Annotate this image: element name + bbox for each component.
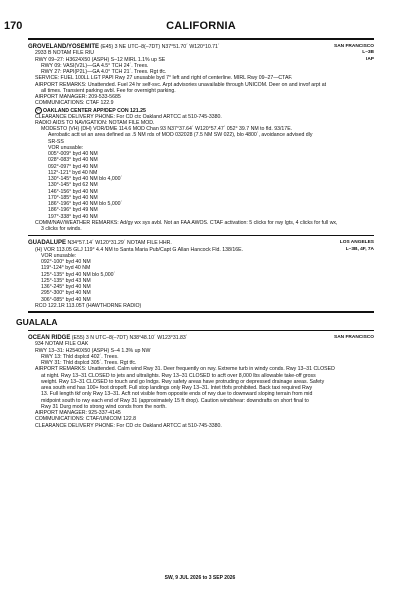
airport-name: GROVELAND/YOSEMITE bbox=[28, 44, 100, 50]
iap-label: IAP bbox=[366, 56, 374, 62]
radar-circle-icon: R bbox=[35, 107, 42, 114]
runway-info: RWY 13–31: H2540X50 (ASPH) S–4 1.3% up NW bbox=[35, 347, 151, 354]
vor-restriction: 170°-185° byd 40 NM bbox=[48, 194, 98, 201]
region-label: SAN FRANCISCO bbox=[334, 335, 374, 341]
comm-nav-remarks: COMM/NAV/WEATHER REMARKS: Ad/gy wx sys avbl. Not an FAA AWOS. CTAF activation: 5 clicks for rwy lgts, 4 clicks for full wx, bbox=[35, 219, 338, 226]
airport-info: (E55) 3 N UTC–8(–7DT) N38°48.10´ W123°31.83´ bbox=[71, 335, 188, 342]
state-title: CALIFORNIA bbox=[166, 20, 236, 32]
comm-nav-remarks-cont: 3 clicks for winds. bbox=[41, 226, 82, 233]
runway-info: RWY 09–27: H3624X50 (ASPH) S–12 MIRL 1.1% up SE bbox=[35, 56, 166, 63]
chart-label: L–3B, 4F, 7A bbox=[345, 246, 374, 252]
vor-restriction: 005°-009° byd 40 NM bbox=[48, 151, 98, 158]
communications: COMMUNICATIONS: CTAF 122.9 bbox=[35, 100, 114, 107]
directory-page bbox=[4, 20, 374, 429]
approach-control: OAKLAND CENTER APP/DEP CON 121.25 bbox=[43, 107, 146, 114]
vor-restriction: 186°-196° byd 40 NM blo 5,000´ bbox=[48, 201, 123, 208]
ocean-ridge-entry bbox=[28, 335, 374, 429]
vor-restriction: 092°-097° byd 40 NM bbox=[48, 163, 98, 170]
runway-end-31: RWY 31: Thld dsplcd 305´. Trees. Rgt tfc. bbox=[41, 360, 137, 367]
airport-remarks-cont: weight. Rwy 13–31 CLOSED to touch and go lndgs. Rwy safety areas have protruding or depressed drainage areas. Safety bbox=[41, 378, 325, 385]
rco-info: RCO 122.1R 113.05T (HAWTHORNE RADIO) bbox=[35, 302, 142, 309]
vor-restriction: 186°-196° byd 49 NM bbox=[48, 207, 98, 214]
vor-restriction: 146°-156° byd 40 NM bbox=[48, 188, 98, 195]
guadalupe-entry bbox=[28, 240, 374, 309]
vor-unusable-label: VOR unusable: bbox=[41, 252, 77, 259]
airport-manager: AIRPORT MANAGER: 925-337-4145 bbox=[35, 410, 121, 417]
region-label: LOS ANGELES bbox=[339, 240, 374, 246]
header-rule bbox=[28, 38, 374, 40]
vor-restriction: 130°-145° byd 40 NM blo 4,000´ bbox=[48, 176, 123, 183]
page-header bbox=[4, 20, 374, 36]
vor-restriction: 125°-135° byd 40 NM blo 5,000´ bbox=[41, 271, 116, 278]
elevation-notam: 934 NOTAM FILE OAK bbox=[35, 341, 89, 348]
airport-remarks-cont: 13. Full length tkf only Rwy 13–31. Acft not visible from opposite ends of rwy due to downward sloping terrain from mid bbox=[41, 391, 313, 398]
vor-dme-info: MODESTO (VH) (DH) VOR/DME 114.6 MOD Chan 93 N37°37.64´ W120°57.47´ 052° 39.7 NM to fld. 93/17E. bbox=[41, 126, 293, 133]
vor-unusable-label: VOR unusable: bbox=[48, 144, 84, 151]
vor-restriction: 295°-300° byd 40 NM bbox=[41, 290, 91, 297]
airport-remarks-cont: Rwy 31 Durg mod to strong wind conds from the north. bbox=[41, 403, 167, 410]
airport-remarks-cont: area south end has 100+ foot dropoff. Full stop landings only Rwy 13–31. Intet tfofs prohibited. Back taxi required Rwy bbox=[41, 385, 313, 392]
airport-remarks-cont: midpoint south to rwy each end of Rwy 31 (approximately 15 ft drop). Caution windshear: downdrafts on short final to bbox=[41, 397, 309, 404]
chart-label: L–3B bbox=[362, 50, 374, 56]
vor-restriction: 112°-121° byd 40 NM bbox=[48, 169, 98, 176]
city-heading: GUALALA bbox=[16, 317, 58, 328]
airport-manager: AIRPORT MANAGER: 209-533-5685 bbox=[35, 94, 121, 100]
navaid-coords: N34°57.14´ W120°31.29´ NOTAM FILE HHR. bbox=[67, 240, 172, 247]
service-line: SERVICE: FUEL 100LL LGT PAPI Rwy 27 unusable byd 7° left and right of centerline. MIRL Rwy 09–27—CTAF. bbox=[35, 75, 293, 82]
vor-restriction: 119°-124° byd 40 NM bbox=[41, 265, 91, 272]
clearance-delivery: CLEARANCE DELIVERY PHONE: For CD ctc Oakland ARTCC at 510-745-3380. bbox=[35, 422, 222, 429]
vor-restriction: 028°-083° byd 40 NM bbox=[48, 157, 98, 164]
aerobatic-note: Aerobatic actt wi an area defined as .5 NM rds of MOD 032028 (7.5 NM SW 022), blo 4800´, avoidance advised dly bbox=[48, 132, 313, 139]
airport-info: (E45) 3 NE UTC–8(–7DT) N37°51.70´ W120°10.71´ bbox=[100, 44, 220, 50]
entry-divider bbox=[28, 235, 374, 236]
region-label: SAN FRANCISCO bbox=[334, 44, 374, 49]
vor-restriction: 092°-100° byd 40 NM bbox=[41, 259, 91, 266]
entry-divider bbox=[28, 330, 374, 331]
aerobatic-note-cont: SR-SS bbox=[48, 138, 64, 145]
vor-info: (H) VOR 113.05 GLJ 119° 4.4 NM to Santa Maria Pub/Capt G Allan Hancock Fld. 138/16E. bbox=[35, 246, 244, 253]
vor-restriction: 136°-245° byd 40 NM bbox=[41, 284, 91, 291]
elevation-notam: 2933 B NOTAM FILE RIU bbox=[35, 50, 94, 57]
vor-restriction: 306°-085° byd 40 NM bbox=[41, 296, 91, 303]
groveland-entry bbox=[28, 44, 374, 232]
airport-name: OCEAN RIDGE bbox=[28, 335, 71, 342]
vor-restriction: 130°-145° byd 62 NM bbox=[48, 182, 98, 189]
vor-restriction: 125°-135° byd 43 NM bbox=[41, 277, 91, 284]
communications: COMMUNICATIONS: CTAF/UNICOM 122.8 bbox=[35, 416, 136, 423]
section-rule bbox=[28, 311, 374, 313]
runway-end-09: RWY 09: VASI(V2L)—GA 4.5° TCH 24´. Trees. bbox=[41, 62, 149, 69]
airport-remarks: AIRPORT REMARKS: Unattended. Calm wind Rwy 31. Deer frequently on rwy. Extreme turb in windy conds. Rwy 13–31 CLOSED bbox=[35, 366, 335, 373]
vor-restriction: 197°-338° byd 40 NM bbox=[48, 213, 98, 220]
runway-end-27: RWY 27: PAPI(P2L)—GA 4.0° TCH 21´. Trees. Rgt tfc. bbox=[41, 69, 167, 75]
airport-remarks: AIRPORT REMARKS: Unattended. Fuel 24 hr self-svc. Arpt advisories unavailable through UNICOM. Deer on and invof arpt at bbox=[35, 81, 327, 88]
navaid-name: GUADALUPE bbox=[28, 240, 67, 247]
clearance-delivery: CLEARANCE DELIVERY PHONE: For CD ctc Oakland ARTCC at 510-745-3380. bbox=[35, 113, 222, 120]
runway-end-13: RWY 13: Thld dsplcd 402´. Trees. bbox=[41, 353, 119, 360]
page-footer: SW, 9 JUL 2026 to 3 SEP 2026 bbox=[164, 575, 236, 581]
airport-remarks-cont: at night. Rwy 13–31 CLOSED to jets and ultralights. Rwy 13–31 CLOSED to acft over 8,000 lbs allowable take-off gross bbox=[41, 372, 316, 379]
airport-remarks-cont: all times. Transient parking avbl. Fee for overnight parking. bbox=[41, 87, 176, 94]
radio-aids: RADIO AIDS TO NAVIGATION: NOTAM FILE MOD. bbox=[35, 119, 155, 126]
page-number: 170 bbox=[4, 20, 23, 32]
